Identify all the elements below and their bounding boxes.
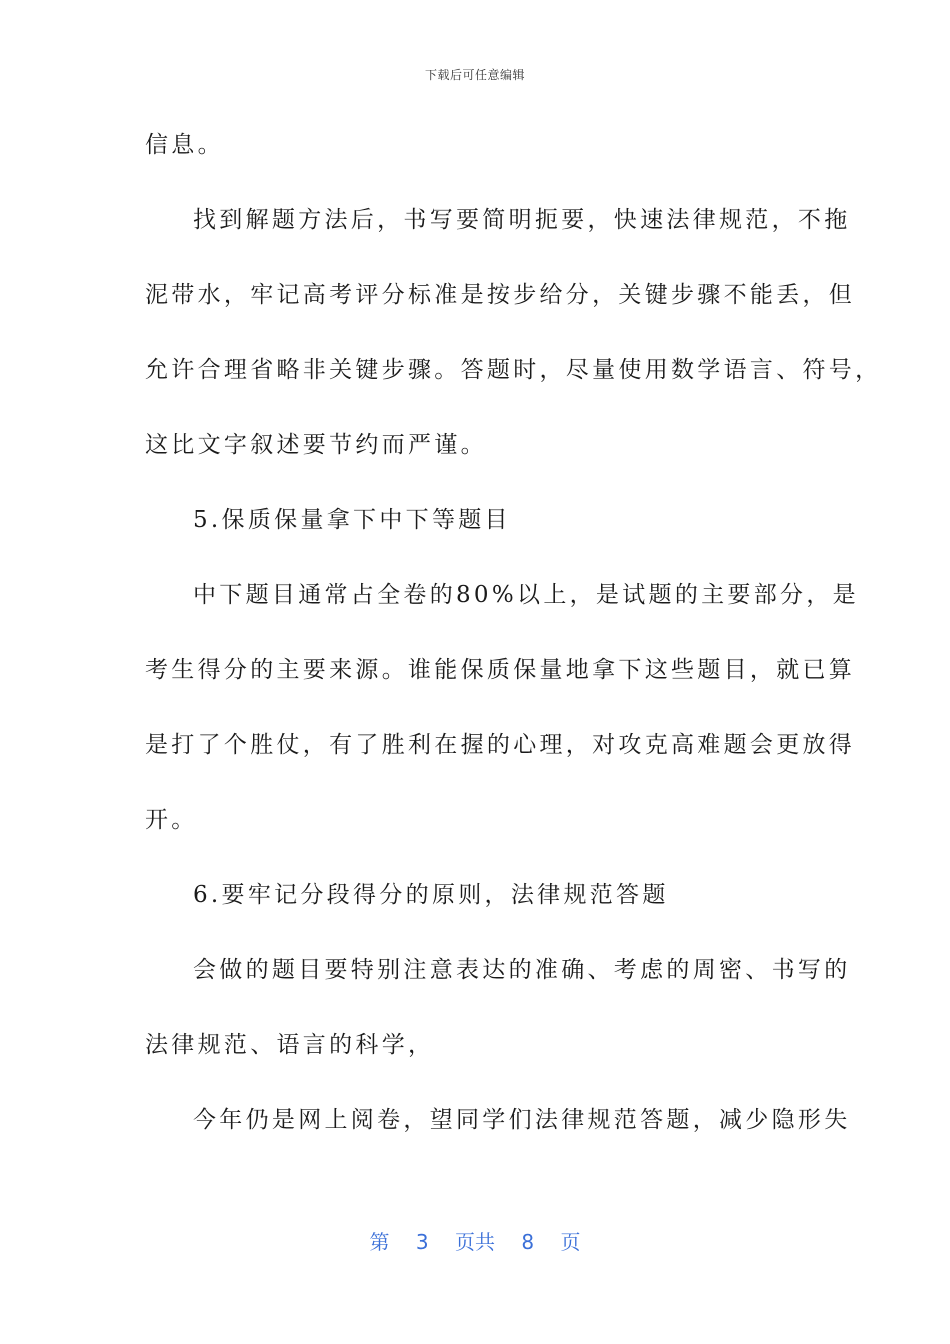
- body-line-10: 开。: [145, 807, 198, 833]
- footer-middle: 页共: [455, 1230, 495, 1254]
- body-line-4: 允许合理省略非关键步骤。答题时，尽量使用数学语言、符号，: [145, 357, 882, 383]
- section-heading-5: 5.保质保量拿下中下等题目: [193, 507, 511, 533]
- body-line-8: 考生得分的主要来源。谁能保质保量地拿下这些题目，就已算: [145, 657, 856, 683]
- body-line-3: 泥带水，牢记高考评分标准是按步给分，关键步骤不能丢，但: [145, 282, 856, 308]
- page-header: 下载后可任意编辑: [424, 68, 525, 82]
- body-line-7: 中下题目通常占全卷的80%以上，是试题的主要部分，是: [193, 582, 859, 608]
- page-footer: [0, 1226, 950, 1255]
- footer-total-pages: 8: [521, 1230, 535, 1254]
- footer-prefix: 第: [369, 1230, 390, 1254]
- section-heading-6: 6.要牢记分段得分的原则，法律规范答题: [193, 882, 669, 908]
- body-line-1: 信息。: [145, 132, 224, 158]
- footer-current-page: 3: [415, 1230, 429, 1254]
- body-line-5: 这比文字叙述要节约而严谨。: [145, 432, 487, 458]
- footer-suffix: 页: [560, 1230, 581, 1254]
- body-line-12: 会做的题目要特别注意表达的准确、考虑的周密、书写的: [193, 957, 851, 983]
- body-line-14: 今年仍是网上阅卷，望同学们法律规范答题，减少隐形失: [193, 1107, 851, 1133]
- body-line-2: 找到解题方法后，书写要简明扼要，快速法律规范，不拖: [193, 207, 851, 233]
- body-line-9: 是打了个胜仗，有了胜利在握的心理，对攻克高难题会更放得: [145, 732, 856, 758]
- body-line-13: 法律规范、语言的科学，: [145, 1032, 435, 1058]
- document-body: [145, 124, 882, 1174]
